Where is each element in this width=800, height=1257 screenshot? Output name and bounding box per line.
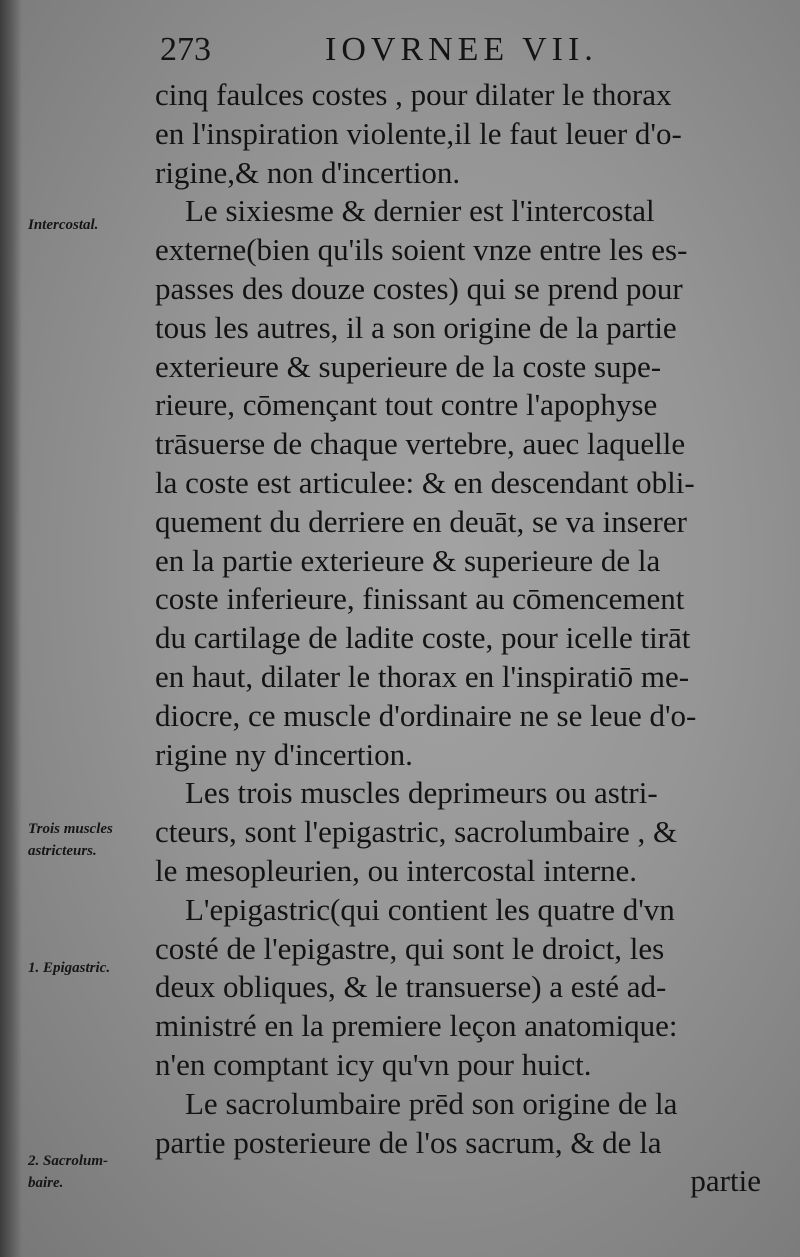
page-header xyxy=(160,28,630,72)
margin-note-epigastric xyxy=(28,957,153,979)
running-head: IOVRNEE VII. xyxy=(325,31,598,68)
text-line: cteurs, sont l'epigastric, sacrolumbaire , & xyxy=(155,814,678,850)
text-line: deux obliques, & le transuerse) a esté ad- xyxy=(155,969,667,1005)
text-line: Le sixiesme & dernier est l'intercostal xyxy=(185,193,655,229)
text-line: partie posterieure de l'os sacrum, & de la xyxy=(155,1124,662,1160)
text-line: Le sacrolumbaire prēd son origine de la xyxy=(185,1085,678,1121)
text-line: Les trois muscles deprimeurs ou astri- xyxy=(185,775,658,811)
text-line: coste inferieure, finissant au cōmencement xyxy=(155,581,685,617)
text-line: tous les autres, il a son origine de la partie xyxy=(155,309,677,345)
text-line: costé de l'epigastre, qui sont le droict, les xyxy=(155,930,665,966)
margin-note-sacrolumbaire xyxy=(28,1150,153,1194)
text-line: en haut, dilater le thorax en l'inspiratiō me- xyxy=(155,658,690,694)
text-line: le mesopleurien, ou intercostal interne. xyxy=(155,852,638,888)
margin-note-line: 1. Epigastric. xyxy=(28,960,111,976)
text-line: en l'inspiration violente,il le faut leuer d'o- xyxy=(155,115,682,151)
margin-note-intercostal xyxy=(28,214,153,236)
text-line: L'epigastric(qui contient les quatre d'vn xyxy=(185,891,675,927)
margin-note-trois-muscles xyxy=(28,818,153,862)
text-line: cinq faulces costes , pour dilater le thorax xyxy=(155,77,672,112)
text-line: rieure, cōmençant tout contre l'apophyse xyxy=(155,387,658,423)
text-line: quement du derriere en deuāt, se va inserer xyxy=(155,503,687,539)
text-line: trāsuerse de chaque vertebre, auec laquelle xyxy=(155,426,686,462)
text-line: externe(bien qu'ils soient vnze entre les es- xyxy=(155,232,688,268)
body-text xyxy=(155,76,763,1201)
text-line: rigine ny d'incertion. xyxy=(155,736,413,772)
text-line: diocre, ce muscle d'ordinaire ne se leue d'o- xyxy=(155,697,697,733)
catchword: partie xyxy=(690,1163,761,1199)
text-line: rigine,& non d'incertion. xyxy=(155,154,461,190)
page-number: 273 xyxy=(160,31,211,68)
text-line: en la partie exterieure & superieure de la xyxy=(155,542,661,578)
text-line: passes des douze costes) qui se prend pour xyxy=(155,270,683,306)
text-line: n'en comptant icy qu'vn pour huict. xyxy=(155,1046,592,1082)
margin-note-line: astricteurs. xyxy=(28,843,97,859)
margin-note-line: 2. Sacrolum- xyxy=(28,1153,109,1169)
margin-note-line: baire. xyxy=(28,1175,64,1191)
page-gutter-shadow xyxy=(0,0,22,1257)
text-line: la coste est articulee: & en descendant obli- xyxy=(155,464,695,500)
text-line: ministré en la premiere leçon anatomique: xyxy=(155,1008,678,1044)
margin-note-line: Trois muscles xyxy=(28,821,113,837)
text-line: exterieure & superieure de la coste supe- xyxy=(155,348,662,384)
margin-note-line: Intercostal. xyxy=(28,217,99,233)
text-line: du cartilage de ladite coste, pour icelle tirāt xyxy=(155,620,691,656)
